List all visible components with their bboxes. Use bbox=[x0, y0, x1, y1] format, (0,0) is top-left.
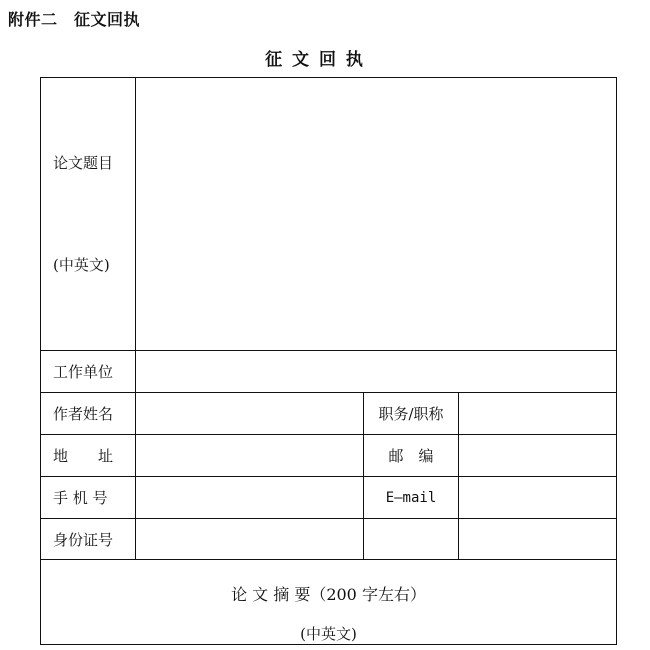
position-title-field[interactable] bbox=[459, 393, 617, 435]
abstract-title: 论 文 摘 要（200 字左右） bbox=[231, 585, 426, 604]
form-row-abstract bbox=[41, 560, 617, 645]
email-field[interactable] bbox=[459, 477, 617, 519]
mobile-field[interactable] bbox=[136, 477, 364, 519]
form-row-paper-title bbox=[41, 78, 617, 351]
id-number-extra-field-2[interactable] bbox=[459, 519, 617, 560]
address-field[interactable] bbox=[136, 435, 364, 477]
id-number-label: 身份证号 bbox=[41, 519, 136, 560]
postal-code-label: 邮 编 bbox=[364, 435, 459, 477]
form-row-work-unit bbox=[41, 351, 617, 393]
postal-code-field[interactable] bbox=[459, 435, 617, 477]
paper-title-label-line2: (中英文) bbox=[53, 256, 110, 274]
paper-title-label-line1: 论文题目 bbox=[53, 154, 114, 172]
work-unit-field[interactable] bbox=[136, 351, 617, 393]
author-name-label: 作者姓名 bbox=[41, 393, 136, 435]
form-row-author-name bbox=[41, 393, 617, 435]
id-number-extra-field[interactable] bbox=[364, 519, 459, 560]
form-row-id-number bbox=[41, 519, 617, 560]
paper-title-field[interactable] bbox=[136, 78, 617, 351]
email-label: E—mail bbox=[364, 477, 459, 519]
form-title: 征 文 回 执 bbox=[265, 50, 365, 70]
id-number-field[interactable] bbox=[136, 519, 364, 560]
abstract-field[interactable] bbox=[41, 560, 617, 645]
paper-title-label bbox=[41, 78, 136, 351]
position-title-label: 职务/职称 bbox=[364, 393, 459, 435]
form-row-mobile bbox=[41, 477, 617, 519]
work-unit-label: 工作单位 bbox=[41, 351, 136, 393]
address-label: 地 址 bbox=[41, 435, 136, 477]
mobile-label: 手 机 号 bbox=[41, 477, 136, 519]
form-row-address bbox=[41, 435, 617, 477]
submission-receipt-form bbox=[40, 77, 617, 645]
attachment-label: 附件二 征文回执 bbox=[8, 10, 141, 29]
author-name-field[interactable] bbox=[136, 393, 364, 435]
abstract-subtitle: (中英文) bbox=[300, 625, 357, 643]
